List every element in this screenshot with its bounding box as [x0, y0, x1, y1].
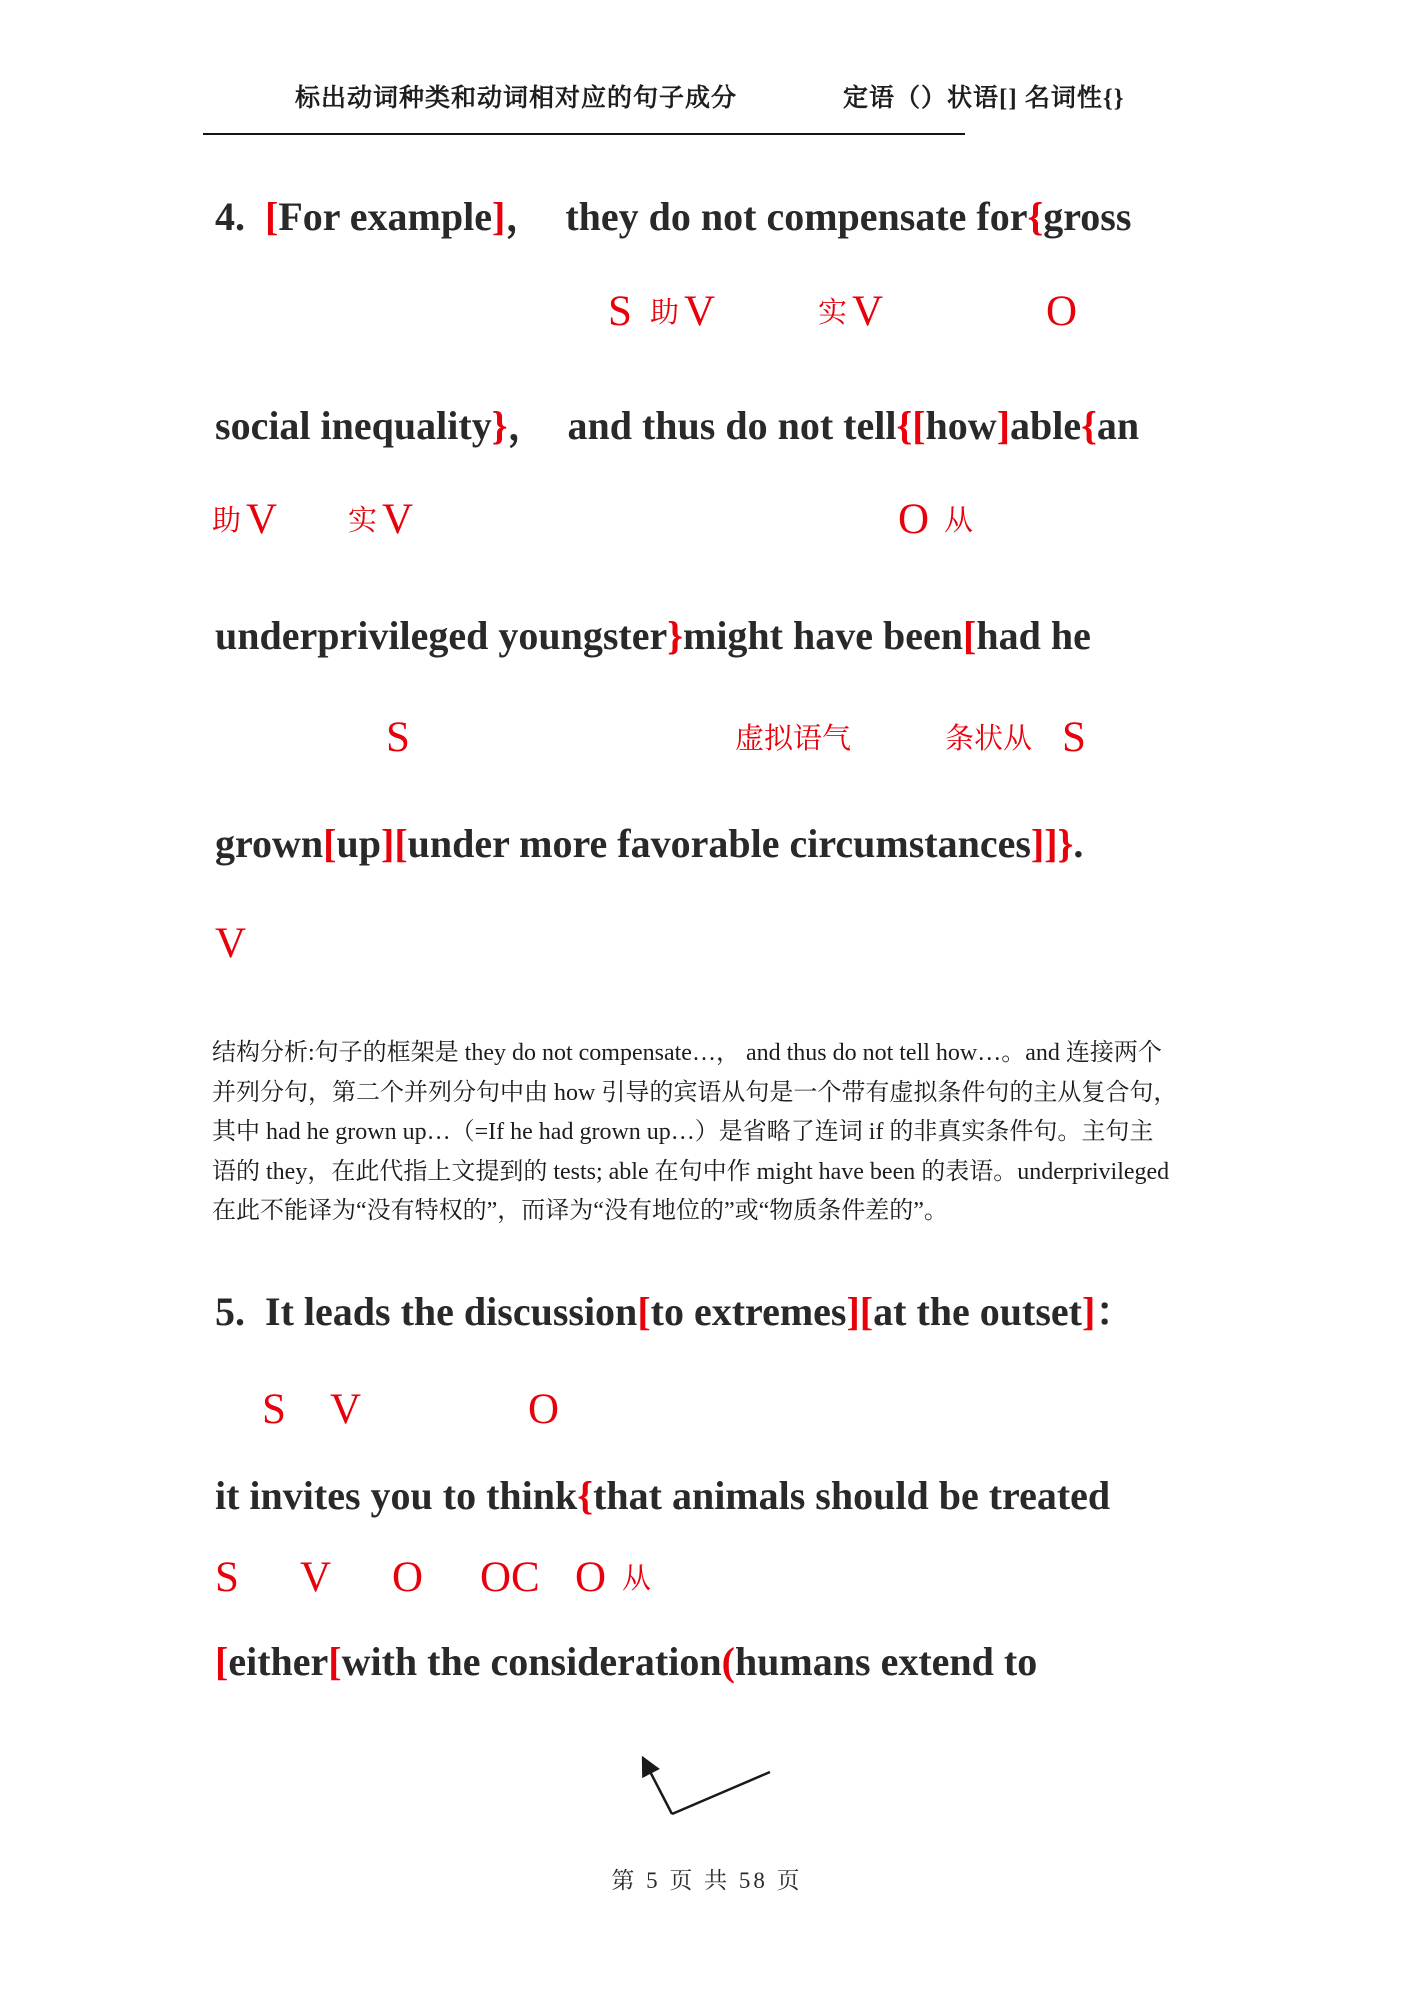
- sentence-text: how: [925, 403, 997, 448]
- grammar-bracket: {: [1027, 194, 1044, 239]
- grammar-bracket: }: [1057, 821, 1074, 866]
- sentence-text: at the outset: [873, 1289, 1082, 1334]
- header-left-title: 标出动词种类和动词相对应的句子成分: [295, 85, 738, 112]
- grammar-mark: V: [300, 1554, 332, 1601]
- grammar-mark: S: [386, 714, 410, 761]
- grammar-mark: S: [215, 1554, 239, 1601]
- grammar-mark: 从: [944, 505, 974, 537]
- grammar-bracket: ]: [381, 821, 395, 866]
- grammar-mark: S: [262, 1386, 286, 1433]
- sentence-4-line-4: [215, 820, 1083, 868]
- grammar-bracket: }: [491, 403, 508, 448]
- sentence-text: with the consideration: [341, 1639, 722, 1684]
- grammar-mark: 虚拟语气: [735, 723, 852, 755]
- sentence-text: social inequality: [215, 403, 492, 448]
- structure-analysis-paragraph: [212, 1034, 1252, 1232]
- analysis-line: 语的 they，在此代指上文提到的 tests; able 在句中作 might have been 的表语。underprivileged: [212, 1158, 1170, 1185]
- grammar-bracket: ]: [1044, 821, 1058, 866]
- sentence-text: and thus do not tell: [567, 403, 897, 448]
- sentence-text: For example: [278, 194, 492, 239]
- grammar-bracket: [: [963, 613, 977, 658]
- sentence-4-line-3: [215, 612, 1091, 660]
- sentence-text: able: [1010, 403, 1082, 448]
- grammar-mark: O: [898, 496, 930, 543]
- grammar-mark: O: [528, 1386, 560, 1433]
- grammar-mark: S: [1062, 714, 1086, 761]
- sentence-5-line-1: [215, 1288, 1135, 1336]
- annotation-arrow-icon: [575, 1738, 805, 1833]
- grammar-mark: 条状从: [945, 723, 1033, 755]
- header-rule: [203, 133, 965, 135]
- sentence-text: that animals should be treated: [593, 1473, 1111, 1518]
- grammar-mark: O: [392, 1554, 424, 1601]
- sentence-text: might have been: [683, 613, 963, 658]
- grammar-mark: V: [684, 288, 716, 335]
- grammar-bracket: [: [323, 821, 337, 866]
- grammar-mark: O: [1046, 288, 1078, 335]
- sentence-text: .: [1073, 821, 1084, 866]
- sentence-text: ：: [1095, 1289, 1136, 1334]
- grammar-bracket: (: [721, 1639, 735, 1684]
- sentence-text: under more favorable circumstances: [407, 821, 1031, 866]
- analysis-line: 并列分句，第二个并列分句中由 how 引导的宾语从句是一个带有虚拟条件句的主从复合句，: [212, 1079, 1178, 1106]
- sentence-text: either: [228, 1639, 329, 1684]
- grammar-mark: V: [852, 288, 884, 335]
- grammar-mark: S: [608, 288, 632, 335]
- grammar-mark: OC: [480, 1554, 540, 1601]
- header-annotation-legend: 定语（）状语[] 名词性{}: [843, 85, 1125, 112]
- grammar-bracket: ]: [846, 1289, 860, 1334]
- annotation-row-4: [0, 922, 1414, 980]
- grammar-bracket: ]: [1030, 821, 1045, 866]
- grammar-bracket: ]: [1081, 1289, 1096, 1334]
- grammar-mark: V: [330, 1386, 362, 1433]
- annotation-row-6: [0, 1556, 1414, 1614]
- sentence-text: 5.: [215, 1289, 265, 1334]
- sentence-text: ，: [507, 403, 568, 448]
- grammar-mark: 实: [348, 505, 378, 537]
- sentence-text: had he: [976, 613, 1091, 658]
- grammar-bracket: {: [896, 403, 913, 448]
- grammar-bracket: ]: [996, 403, 1011, 448]
- grammar-mark: 助: [650, 297, 680, 329]
- analysis-line: 在此不能译为“没有特权的”，而译为“没有地位的”或“物质条件差的”。: [212, 1198, 948, 1224]
- sentence-4-line-2: [215, 402, 1139, 450]
- sentence-text: up: [336, 821, 381, 866]
- grammar-bracket: [: [328, 1639, 342, 1684]
- sentence-text: to extremes: [650, 1289, 847, 1334]
- grammar-bracket: [: [265, 194, 279, 239]
- sentence-text: it invites you to think: [215, 1473, 578, 1518]
- sentence-text: an: [1096, 403, 1140, 448]
- sentence-5-line-3: [215, 1638, 1037, 1686]
- grammar-mark: 从: [622, 1563, 652, 1595]
- sentence-text: ，: [505, 194, 566, 239]
- grammar-bracket: {: [577, 1473, 594, 1518]
- analysis-line: 结构分析:句子的框架是 they do not compensate…， and thus do not tell how…。and 连接两个: [212, 1040, 1162, 1066]
- grammar-bracket: {: [1081, 403, 1097, 448]
- grammar-mark: V: [215, 920, 247, 967]
- sentence-text: gross: [1043, 194, 1132, 239]
- grammar-bracket: ]: [491, 194, 506, 239]
- grammar-bracket: [: [912, 403, 926, 448]
- sentence-text: 4.: [215, 194, 265, 239]
- annotation-row-3: [0, 716, 1414, 774]
- sentence-text: underprivileged youngster: [215, 613, 668, 658]
- sentence-text: grown: [215, 821, 324, 866]
- page-footer: [0, 1862, 1414, 1895]
- grammar-bracket: [: [215, 1639, 229, 1684]
- sentence-4-line-1: [215, 193, 1131, 241]
- sentence-text: they do not compensate for: [565, 194, 1028, 239]
- grammar-mark: O: [575, 1554, 607, 1601]
- annotation-row-1: [0, 290, 1414, 348]
- grammar-bracket: [: [859, 1289, 874, 1334]
- sentence-text: It leads the discussion: [265, 1289, 638, 1334]
- grammar-mark: 助: [212, 505, 242, 537]
- annotation-row-5: [0, 1388, 1414, 1446]
- grammar-mark: 实: [818, 297, 848, 329]
- grammar-mark: V: [246, 496, 278, 543]
- page-number: 第 5 页 共 58 页: [611, 1868, 803, 1893]
- grammar-bracket: [: [637, 1289, 651, 1334]
- grammar-mark: V: [382, 496, 414, 543]
- analysis-line: 其中 had he grown up…（=If he had grown up…）是省略了连词 if 的非真实条件句。主句主: [212, 1119, 1154, 1145]
- grammar-bracket: }: [667, 613, 683, 658]
- sentence-5-line-2: [215, 1472, 1110, 1520]
- grammar-bracket: [: [394, 821, 408, 866]
- sentence-text: humans extend to: [734, 1639, 1038, 1684]
- annotation-row-2: [0, 498, 1414, 556]
